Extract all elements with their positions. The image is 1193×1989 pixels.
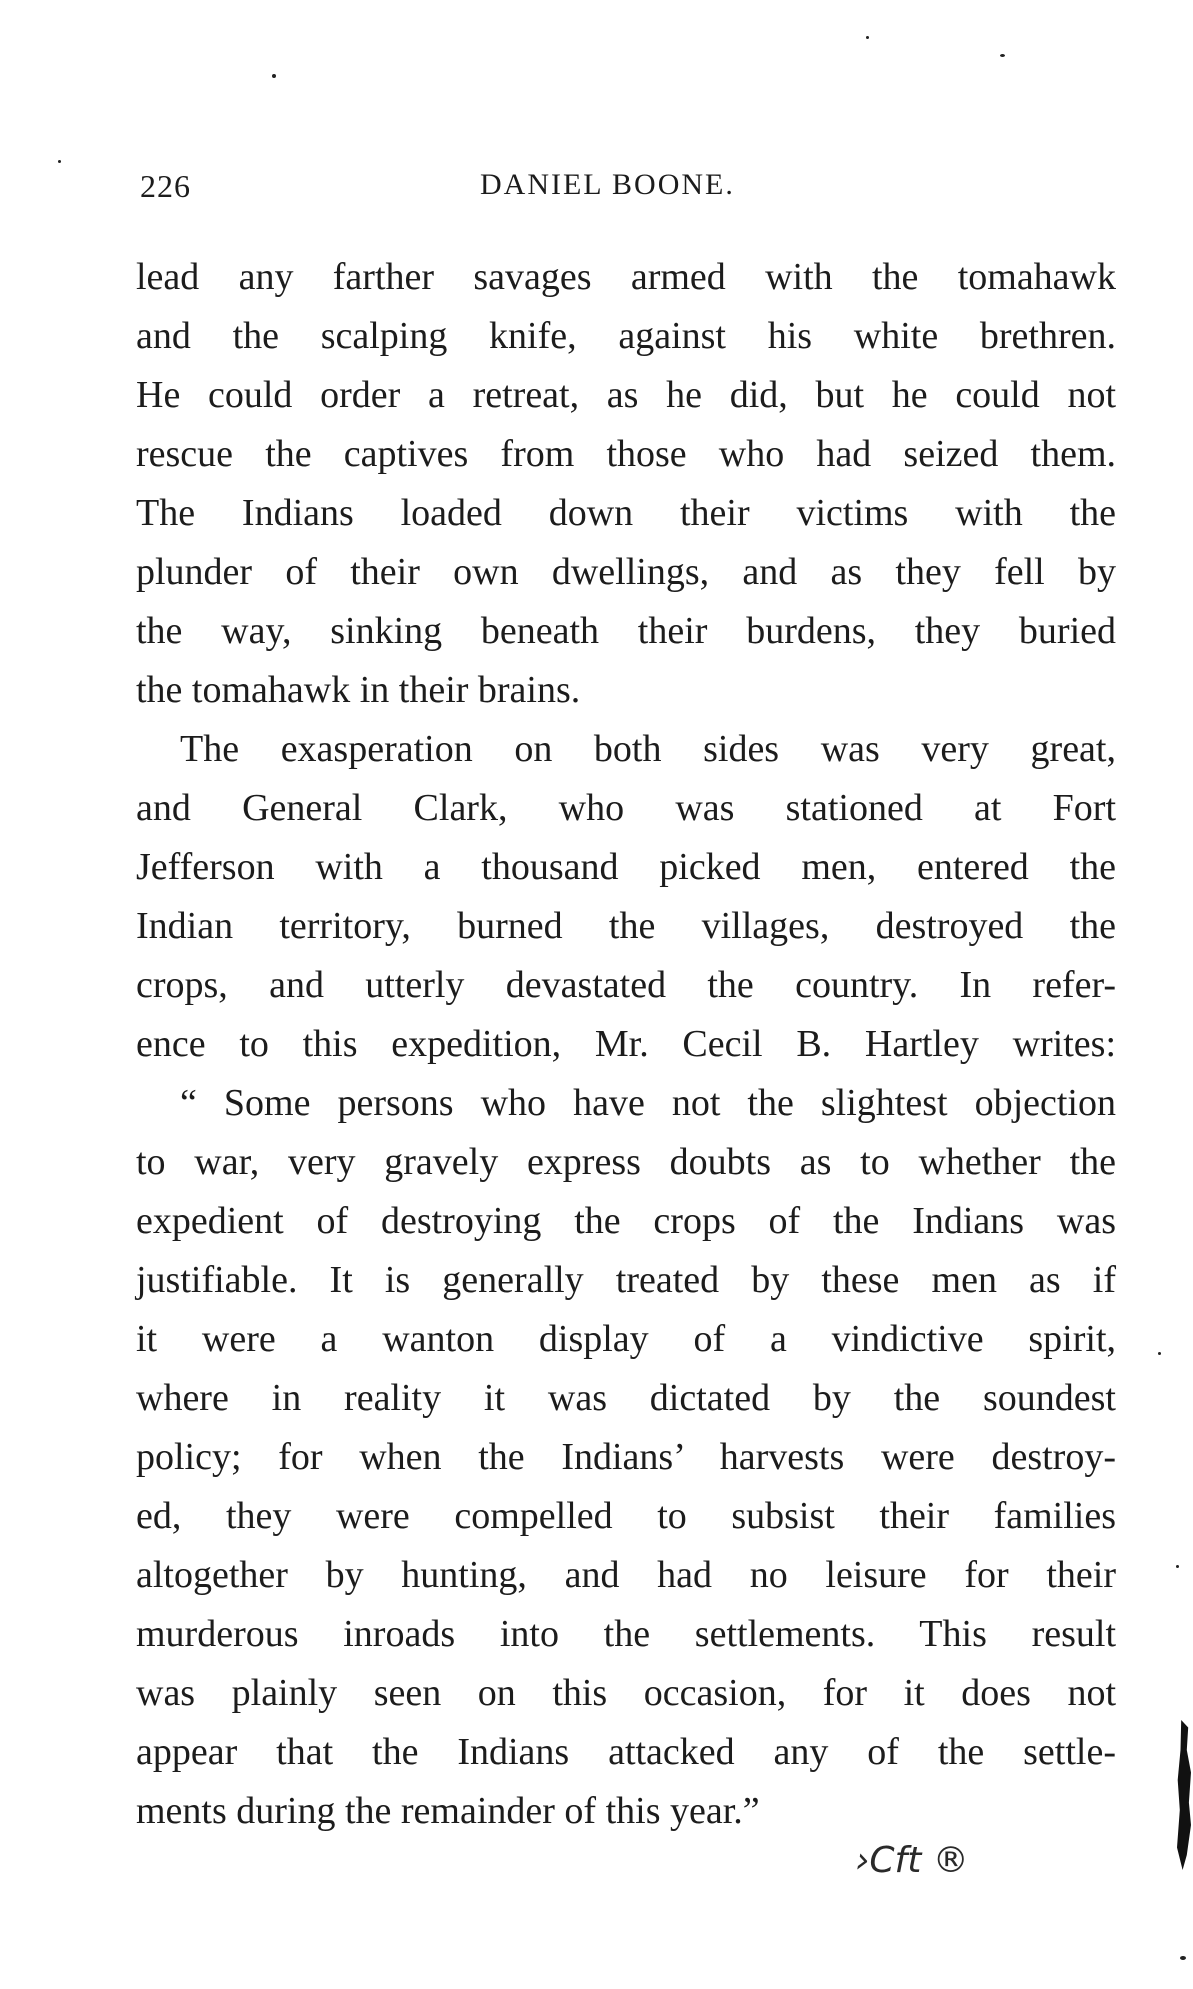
text-line: was plainly seen on this occasion, for it does not — [136, 1672, 1116, 1714]
text-line: Jefferson with a thousand picked men, entered the — [136, 846, 1116, 888]
text-line: The Indians loaded down their victims with the — [136, 492, 1116, 534]
text-line: plunder of their own dwellings, and as they fell by — [136, 551, 1116, 593]
text-line: where in reality it was dictated by the soundest — [136, 1377, 1116, 1419]
text-line: murderous inroads into the settlements. This result — [136, 1613, 1116, 1655]
text-line: altogether by hunting, and had no leisure for their — [136, 1554, 1116, 1596]
paper-speck — [866, 36, 869, 39]
text-line: He could order a retreat, as he did, but he could not — [136, 374, 1116, 416]
paper-speck — [272, 74, 276, 78]
text-line: the tomahawk in their brains. — [136, 669, 581, 711]
text-line: ed, they were compelled to subsist their families — [136, 1495, 1116, 1537]
text-line: justifiable. It is generally treated by these men as if — [136, 1259, 1116, 1301]
text-line: crops, and utterly devastated the country. In refer- — [136, 964, 1116, 1006]
paragraph-2 — [136, 720, 1116, 1074]
paper-speck — [58, 160, 61, 163]
text-line: appear that the Indians attacked any of the settle- — [136, 1731, 1116, 1773]
text-line: and General Clark, who was stationed at Fort — [136, 787, 1116, 829]
page-number: 226 — [140, 168, 191, 204]
text-line: to war, very gravely express doubts as to whether the — [136, 1141, 1116, 1183]
text-line: and the scalping knife, against his white brethren. — [136, 315, 1116, 357]
text-line: “ Some persons who have not the slightest objection — [180, 1082, 1116, 1124]
text-line: the way, sinking beneath their burdens, they buried — [136, 610, 1116, 652]
text-line: lead any farther savages armed with the tomahawk — [136, 256, 1116, 298]
paragraph-1 — [136, 248, 1116, 720]
paper-speck — [1180, 1956, 1186, 1960]
text-line: ments during the remainder of this year.” — [136, 1790, 760, 1832]
binding-edge-mark — [1177, 1720, 1191, 1870]
text-line: rescue the captives from those who had seized them. — [136, 433, 1116, 475]
text-line: expedient of destroying the crops of the Indians was — [136, 1200, 1116, 1242]
paper-speck — [1000, 54, 1005, 57]
running-head: DANIEL BOONE. — [480, 168, 735, 201]
body-text — [136, 248, 1116, 1841]
paragraph-3-quotation — [136, 1074, 1116, 1841]
paper-speck — [1158, 1352, 1161, 1355]
text-line: ence to this expedition, Mr. Cecil B. Hartley writes: — [136, 1023, 1116, 1065]
paper-speck — [1176, 1565, 1179, 1568]
library-stamp: ›Cft ® — [855, 1840, 969, 1881]
text-line: The exasperation on both sides was very great, — [180, 728, 1116, 770]
text-line: Indian territory, burned the villages, destroyed the — [136, 905, 1116, 947]
page-header — [140, 168, 1120, 208]
text-line: policy; for when the Indians’ harvests were destroy- — [136, 1436, 1116, 1478]
text-line: it were a wanton display of a vindictive spirit, — [136, 1318, 1116, 1360]
